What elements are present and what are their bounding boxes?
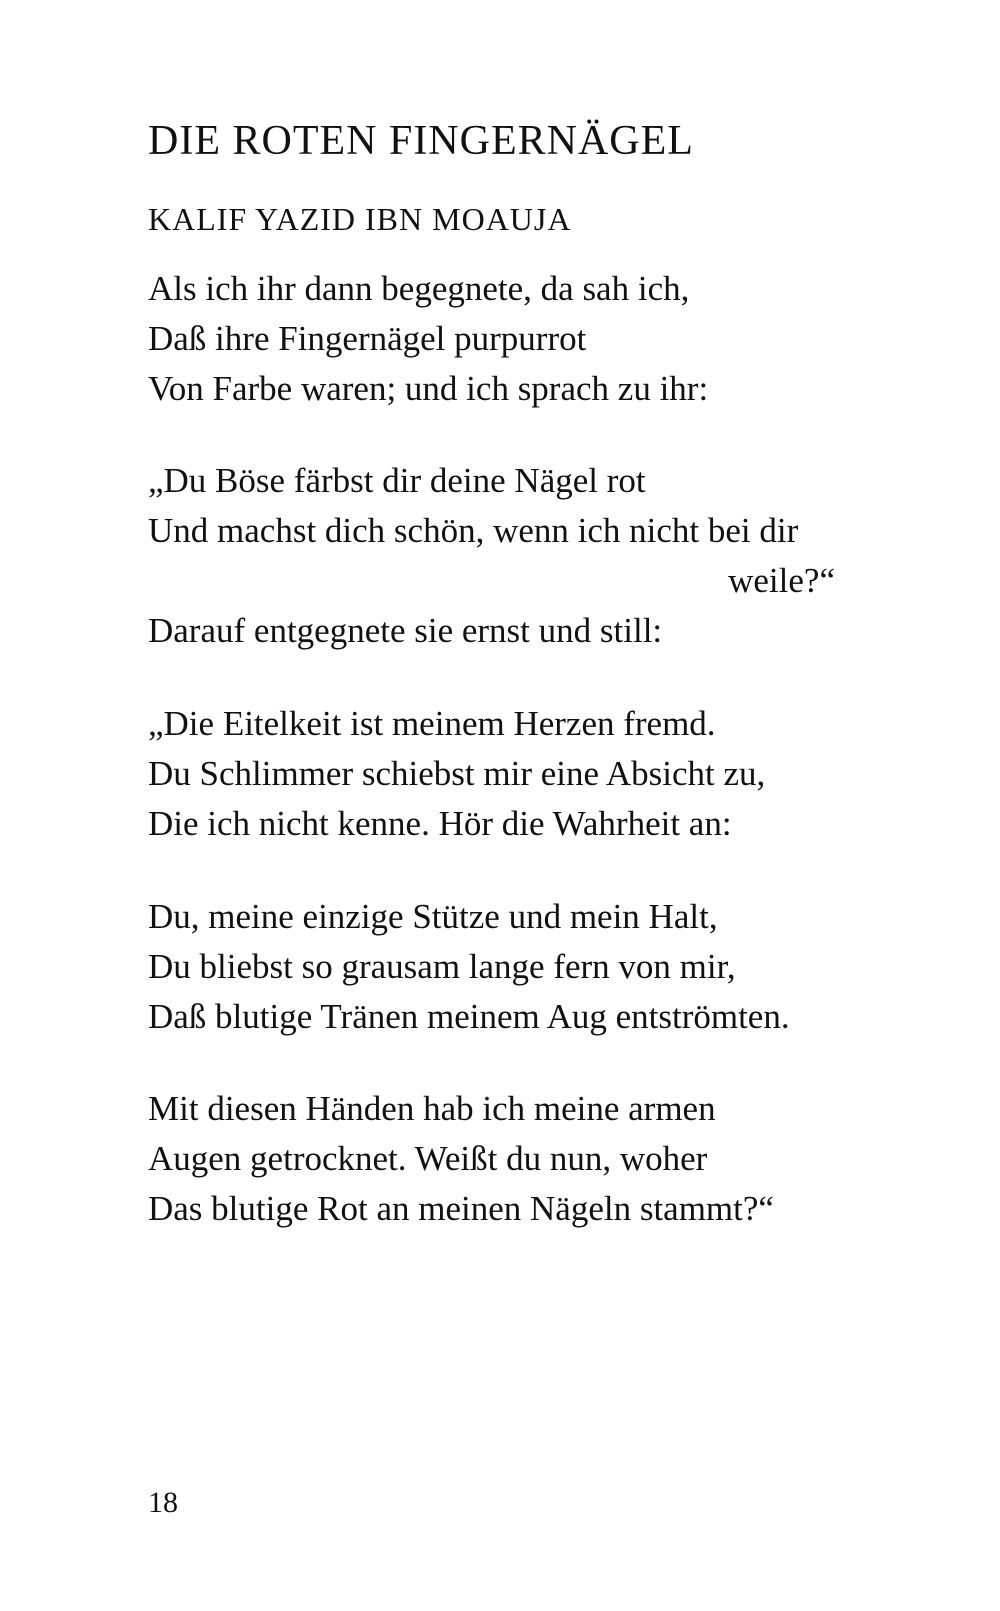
poem-title: DIE ROTEN FINGERNÄGEL: [148, 118, 694, 164]
poem-line: Mit diesen Händen hab ich meine armen: [148, 1089, 716, 1128]
poem-line: Und machst dich schön, wenn ich nicht bei dir: [148, 511, 799, 550]
poem-line-continuation: weile?“: [728, 561, 835, 600]
poem-line: Du bliebst so grausam lange fern von mir,: [148, 947, 736, 986]
poem-line: Du Schlimmer schiebst mir eine Absicht zu,: [148, 754, 766, 793]
poem-line: Die ich nicht kenne. Hör die Wahrheit an:: [148, 804, 732, 843]
poem-author: KALIF YAZID IBN MOAUJA: [148, 201, 572, 237]
poem-line: Daß blutige Tränen meinem Aug entströmten.: [148, 997, 790, 1036]
poem-line: „Die Eitelkeit ist meinem Herzen fremd.: [148, 704, 716, 743]
poem-line: Du, meine einzige Stütze und mein Halt,: [148, 897, 718, 936]
poem-line: Augen getrocknet. Weißt du nun, woher: [148, 1139, 708, 1178]
poem-line: Von Farbe waren; und ich sprach zu ihr:: [148, 369, 709, 408]
poem-line: Als ich ihr dann begegnete, da sah ich,: [148, 269, 690, 308]
poem-line: „Du Böse färbst dir deine Nägel rot: [148, 461, 646, 500]
page-number: 18: [148, 1486, 178, 1519]
poem-line: Darauf entgegnete sie ernst und still:: [148, 611, 663, 650]
poem-line: Das blutige Rot an meinen Nägeln stammt?“: [148, 1189, 774, 1228]
poem-line: Daß ihre Fingernägel purpurrot: [148, 319, 587, 358]
